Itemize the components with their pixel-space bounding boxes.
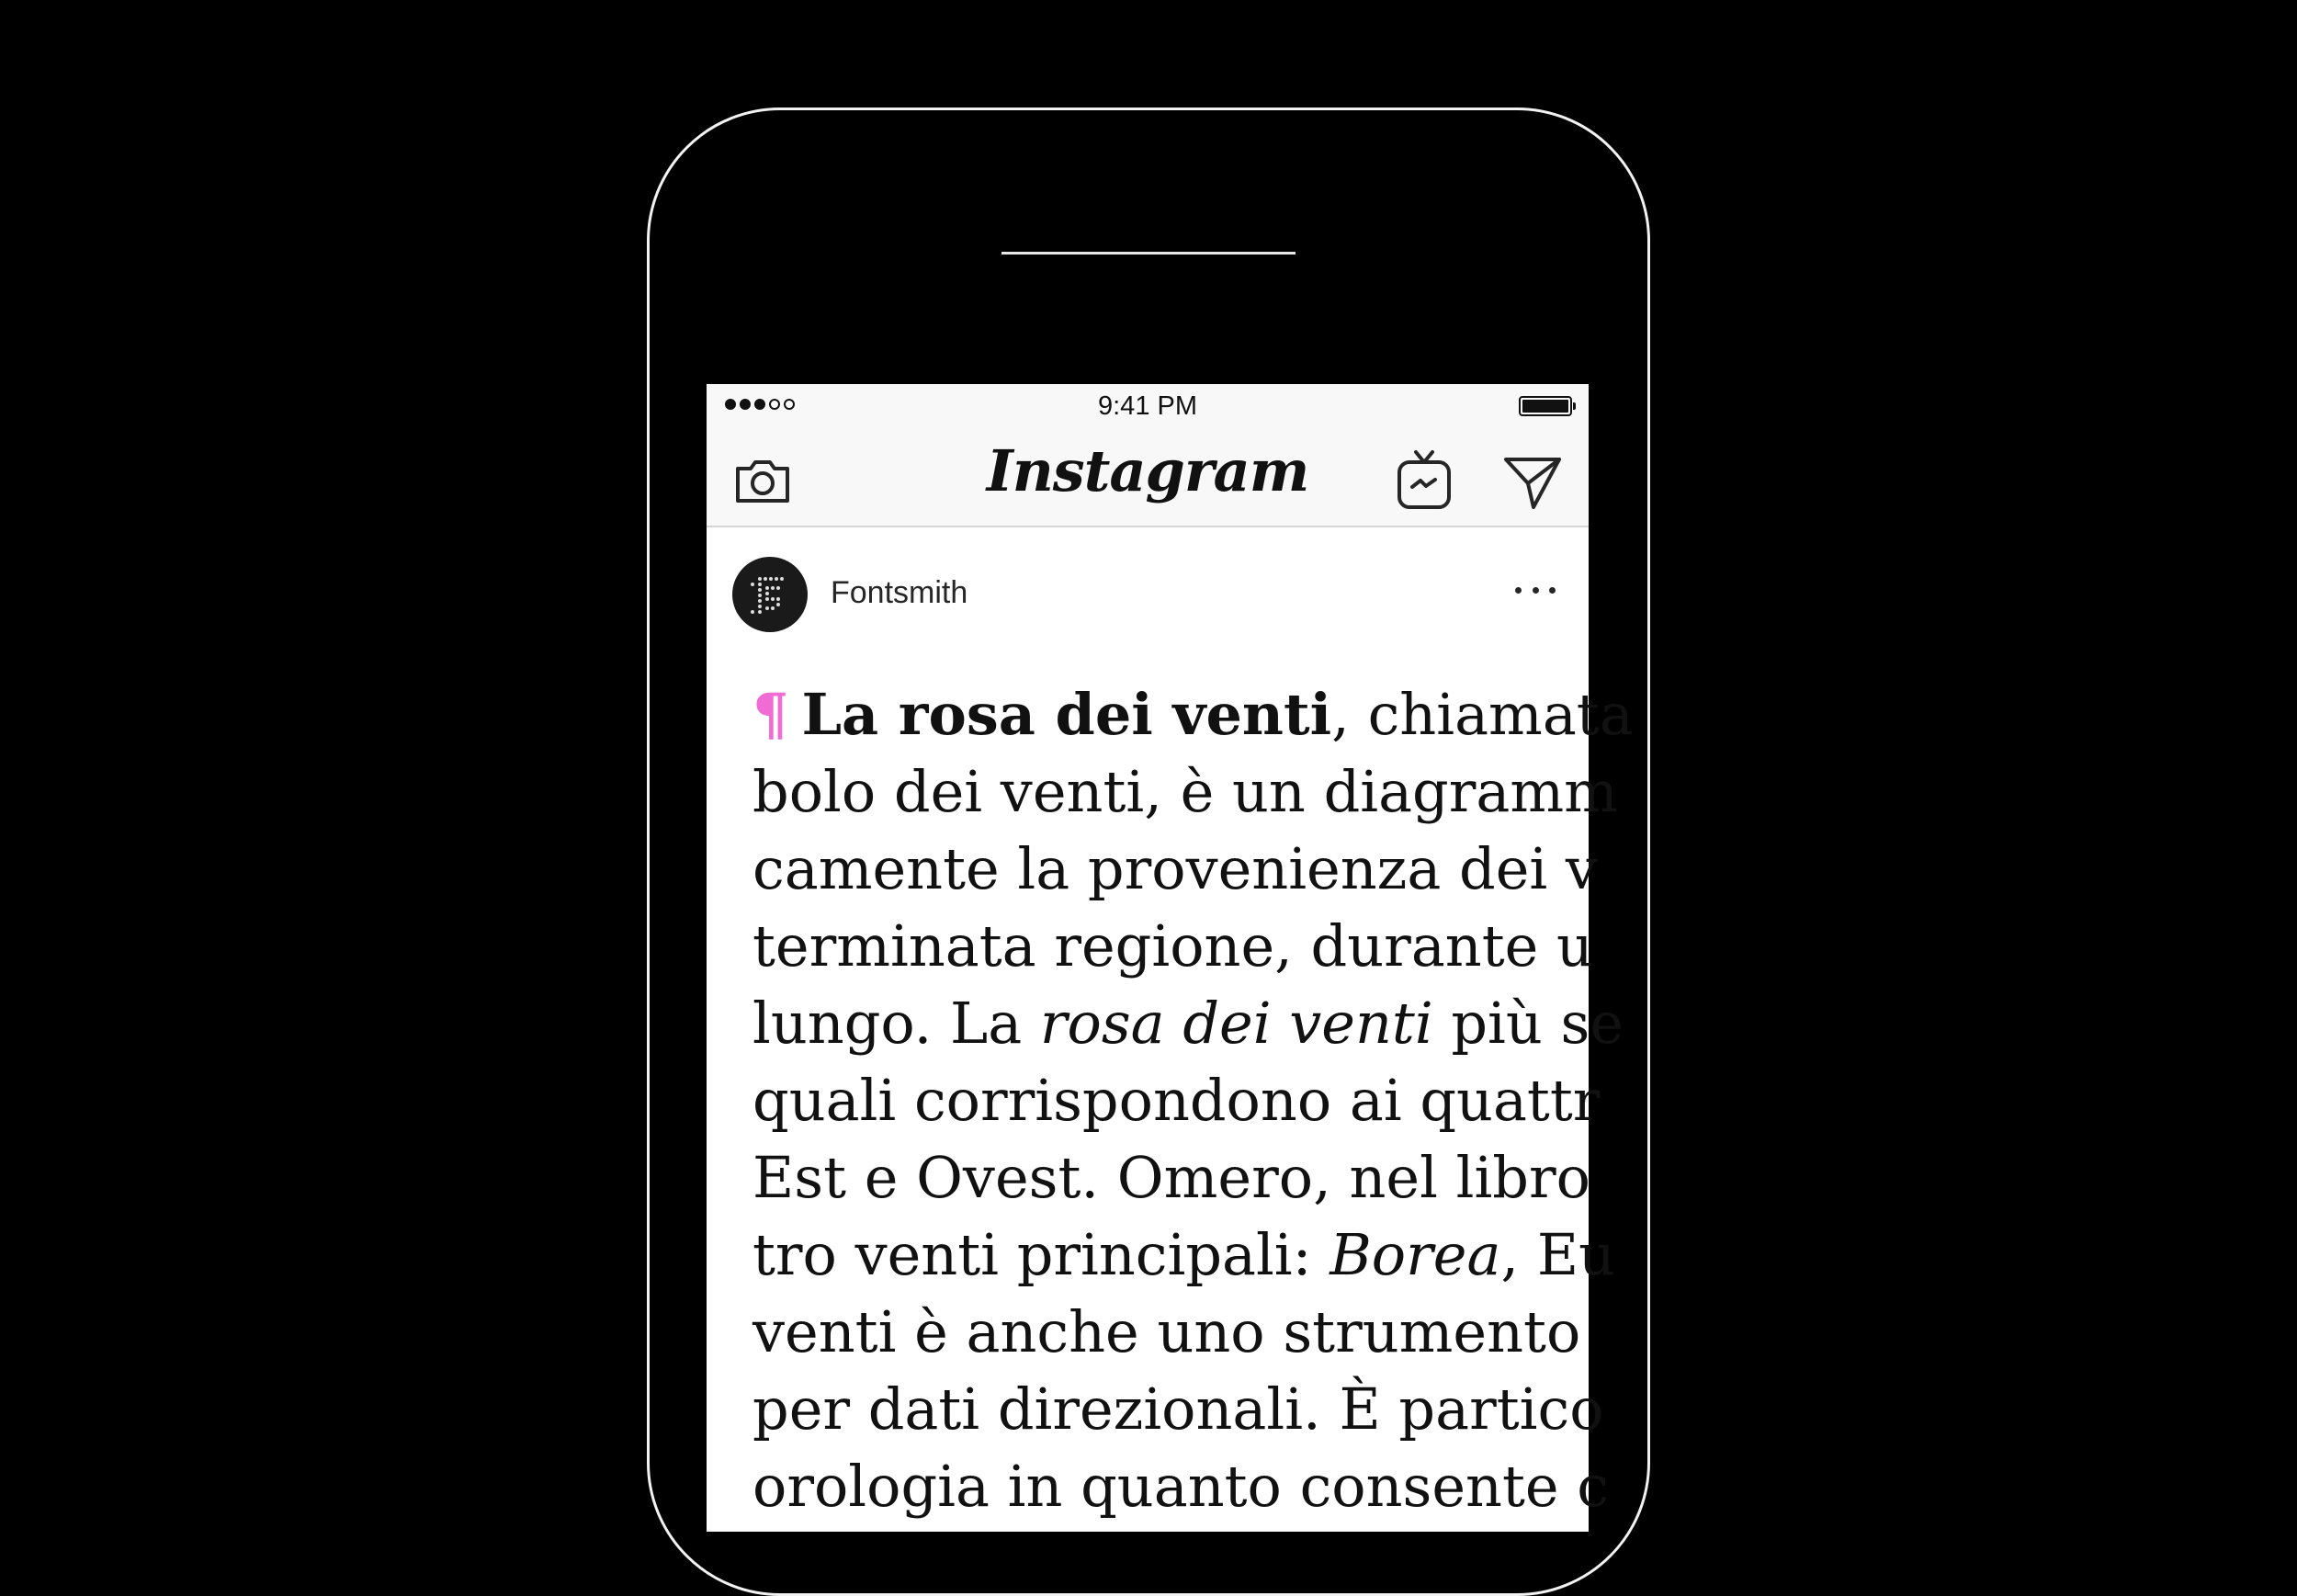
post-line: Est e Ovest. Omero, nel libro <box>752 1144 1590 1211</box>
more-dot <box>1515 587 1522 594</box>
post-line-text: , Eu <box>1500 1221 1616 1288</box>
post-line-text: , chiamata <box>1331 681 1634 748</box>
post-line-text: tro venti principali: <box>752 1221 1330 1288</box>
igtv-button[interactable] <box>1392 448 1456 513</box>
phone-screen <box>707 384 1634 1532</box>
post-line <box>752 1217 1855 1294</box>
phone-earpiece <box>1001 252 1296 255</box>
post-line: quali corrispondono ai quattr <box>752 1067 1601 1134</box>
post-italic-text: rosa dei venti <box>1039 990 1433 1057</box>
post-header <box>707 527 1589 647</box>
post-text-image <box>752 676 1855 1525</box>
post-username[interactable]: Fontsmith <box>831 575 968 610</box>
status-time: 9:41 PM <box>1098 391 1197 421</box>
status-bar <box>707 384 1589 428</box>
post-line-text: lungo. La <box>752 990 1040 1057</box>
igtv-icon <box>1392 448 1456 513</box>
post-line <box>752 985 1855 1062</box>
post-line <box>752 676 1855 753</box>
post-line: per dati direzionali. È partico <box>752 1375 1604 1443</box>
instagram-logo: Instagram <box>986 437 1309 504</box>
post-line: bolo dei venti, è un diagramm <box>752 758 1618 825</box>
battery-icon <box>1519 396 1572 416</box>
post-line: venti è anche uno strumento <box>752 1298 1581 1365</box>
post-italic-text: Borea <box>1330 1221 1501 1288</box>
battery-fill <box>1522 400 1568 413</box>
more-dot <box>1549 587 1556 594</box>
more-dot <box>1533 587 1539 594</box>
post-line: camente la provenienza dei v <box>752 835 1598 902</box>
avatar[interactable] <box>732 557 808 632</box>
fontsmith-logo-icon <box>732 557 808 632</box>
send-icon <box>1500 448 1565 513</box>
pilcrow-mark: ¶ <box>752 681 789 748</box>
battery-nub <box>1573 402 1576 410</box>
nav-bar <box>707 428 1589 527</box>
post-line: terminata regione, durante u <box>752 912 1593 979</box>
post-title: La rosa dei venti <box>801 681 1332 748</box>
direct-message-button[interactable] <box>1500 448 1565 513</box>
post-line: orologia in quanto consente c <box>752 1453 1610 1520</box>
more-options-button[interactable] <box>1508 572 1563 608</box>
post-line-text: più se <box>1432 990 1624 1057</box>
